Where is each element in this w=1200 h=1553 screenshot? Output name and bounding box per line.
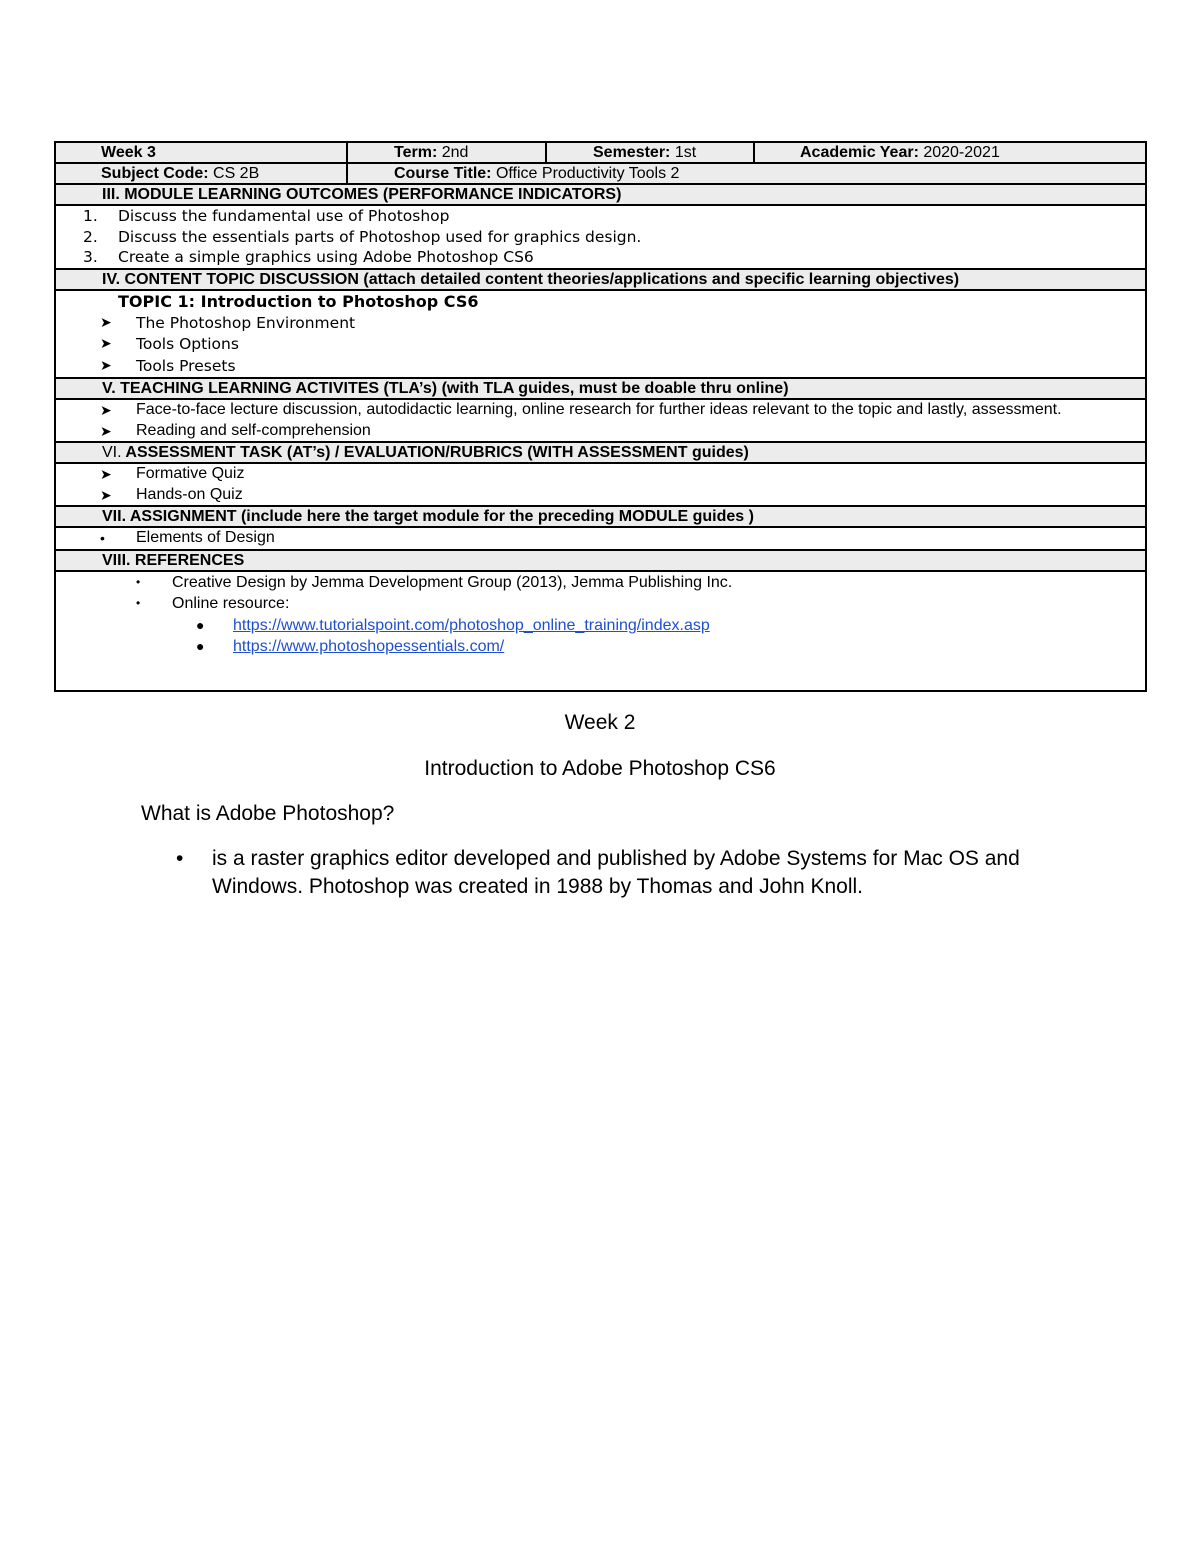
week-heading: Week 2 [564, 711, 636, 734]
bullet-icon: • [136, 574, 141, 589]
assignment-list [56, 528, 1145, 549]
list-item: • Creative Design by Jemma Development Group (2013), Jemma Publishing Inc. [56, 572, 1145, 594]
assignment-heading: VII. ASSIGNMENT (include here the target module for the preceding MODULE guides ) [55, 506, 1146, 527]
course-title-cell: Course Title: Office Productivity Tools 2 [347, 163, 1146, 184]
arrow-bullet-icon: ➤ [100, 336, 112, 352]
references-heading: VIII. REFERENCES [55, 550, 1146, 571]
topic-title: TOPIC 1: Introduction to Photoshop CS6 [118, 291, 479, 311]
list-item: ➤ Tools Options [56, 334, 1145, 356]
arrow-bullet-icon: ➤ [100, 357, 112, 374]
list-item: ➤ The Photoshop Environment [56, 313, 1145, 335]
subject-code-cell: Subject Code: CS 2B [55, 163, 347, 184]
semester-cell: Semester: 1st [546, 142, 754, 163]
tla-heading: V. TEACHING LEARNING ACTIVITES (TLA’s) (with TLA guides, must be doable thru online) [55, 378, 1146, 399]
bullet-icon: • [176, 847, 184, 870]
week-cell: Week 3 [55, 142, 347, 163]
section-title: Introduction to Adobe Photoshop CS6 [424, 757, 776, 780]
list-item: ➤ Hands-on Quiz [56, 485, 1145, 506]
bullet-icon: ● [196, 616, 205, 633]
photoshopessentials-link[interactable]: https://www.photoshopessentials.com/ [233, 638, 505, 655]
outcomes-body [55, 205, 1146, 269]
answer-text: is a raster graphics editor developed and published by Adobe Systems for Mac OS and Windows. Photoshop was created in 1988 by Thomas and John Knoll. [212, 847, 1020, 898]
list-item: • Elements of Design [56, 528, 1145, 549]
content-heading: IV. CONTENT TOPIC DISCUSSION (attach detailed content theories/applications and specific learning objectives) [55, 269, 1146, 290]
question-text: What is Adobe Photoshop? [141, 802, 395, 825]
list-item [56, 636, 1145, 658]
list-item: ➤ Face-to-face lecture discussion, autodidactic learning, online research for further ideas relevant to the topic and lastly, assessment. [56, 400, 1145, 421]
assessment-list [56, 464, 1145, 505]
list-item: 1. Discuss the fundamental use of Photoshop [83, 207, 450, 225]
tutorialspoint-link[interactable]: https://www.tutorialspoint.com/photoshop_online_training/index.asp [233, 616, 710, 634]
list-item: ➤ Formative Quiz [56, 464, 1145, 485]
academic-year-cell: Academic Year: 2020-2021 [754, 142, 1146, 163]
assignment-body [55, 527, 1146, 550]
bullet-icon: • [136, 596, 141, 610]
list-item: 2. Discuss the essentials parts of Photoshop used for graphics design. [83, 227, 642, 246]
answer-bullet [176, 845, 1072, 901]
header-row-1 [55, 142, 1146, 163]
term-cell: Term: 2nd [347, 142, 546, 163]
bullet-icon: • [100, 530, 105, 546]
list-item [56, 615, 1145, 637]
references-list [56, 572, 1145, 658]
outcomes-list [56, 206, 1145, 268]
arrow-bullet-icon: ➤ [100, 402, 112, 418]
list-item: • Online resource: [56, 593, 1145, 615]
arrow-bullet-icon: ➤ [100, 486, 112, 503]
list-item: ➤ Reading and self-comprehension [56, 421, 1145, 442]
list-item: 3. Create a simple graphics using Adobe Photoshop CS6 [83, 248, 534, 266]
content-list [56, 313, 1145, 378]
tla-list [56, 400, 1145, 441]
arrow-bullet-icon: ➤ [100, 466, 112, 482]
header-row-2 [55, 163, 1146, 184]
outcomes-heading: III. MODULE LEARNING OUTCOMES (PERFORMANCE INDICATORS) [55, 184, 1146, 205]
assessment-body [55, 463, 1146, 506]
list-item: ➤ Tools Presets [56, 356, 1145, 378]
arrow-bullet-icon: ➤ [100, 422, 112, 439]
references-body [55, 571, 1146, 691]
assessment-heading: VI. ASSESSMENT TASK (AT’s) / EVALUATION/RUBRICS (WITH ASSESSMENT guides) [55, 442, 1146, 463]
bullet-icon: ● [196, 638, 205, 654]
module-table [54, 141, 1147, 692]
tla-body [55, 399, 1146, 442]
arrow-bullet-icon: ➤ [100, 314, 112, 331]
content-body [55, 290, 1146, 379]
